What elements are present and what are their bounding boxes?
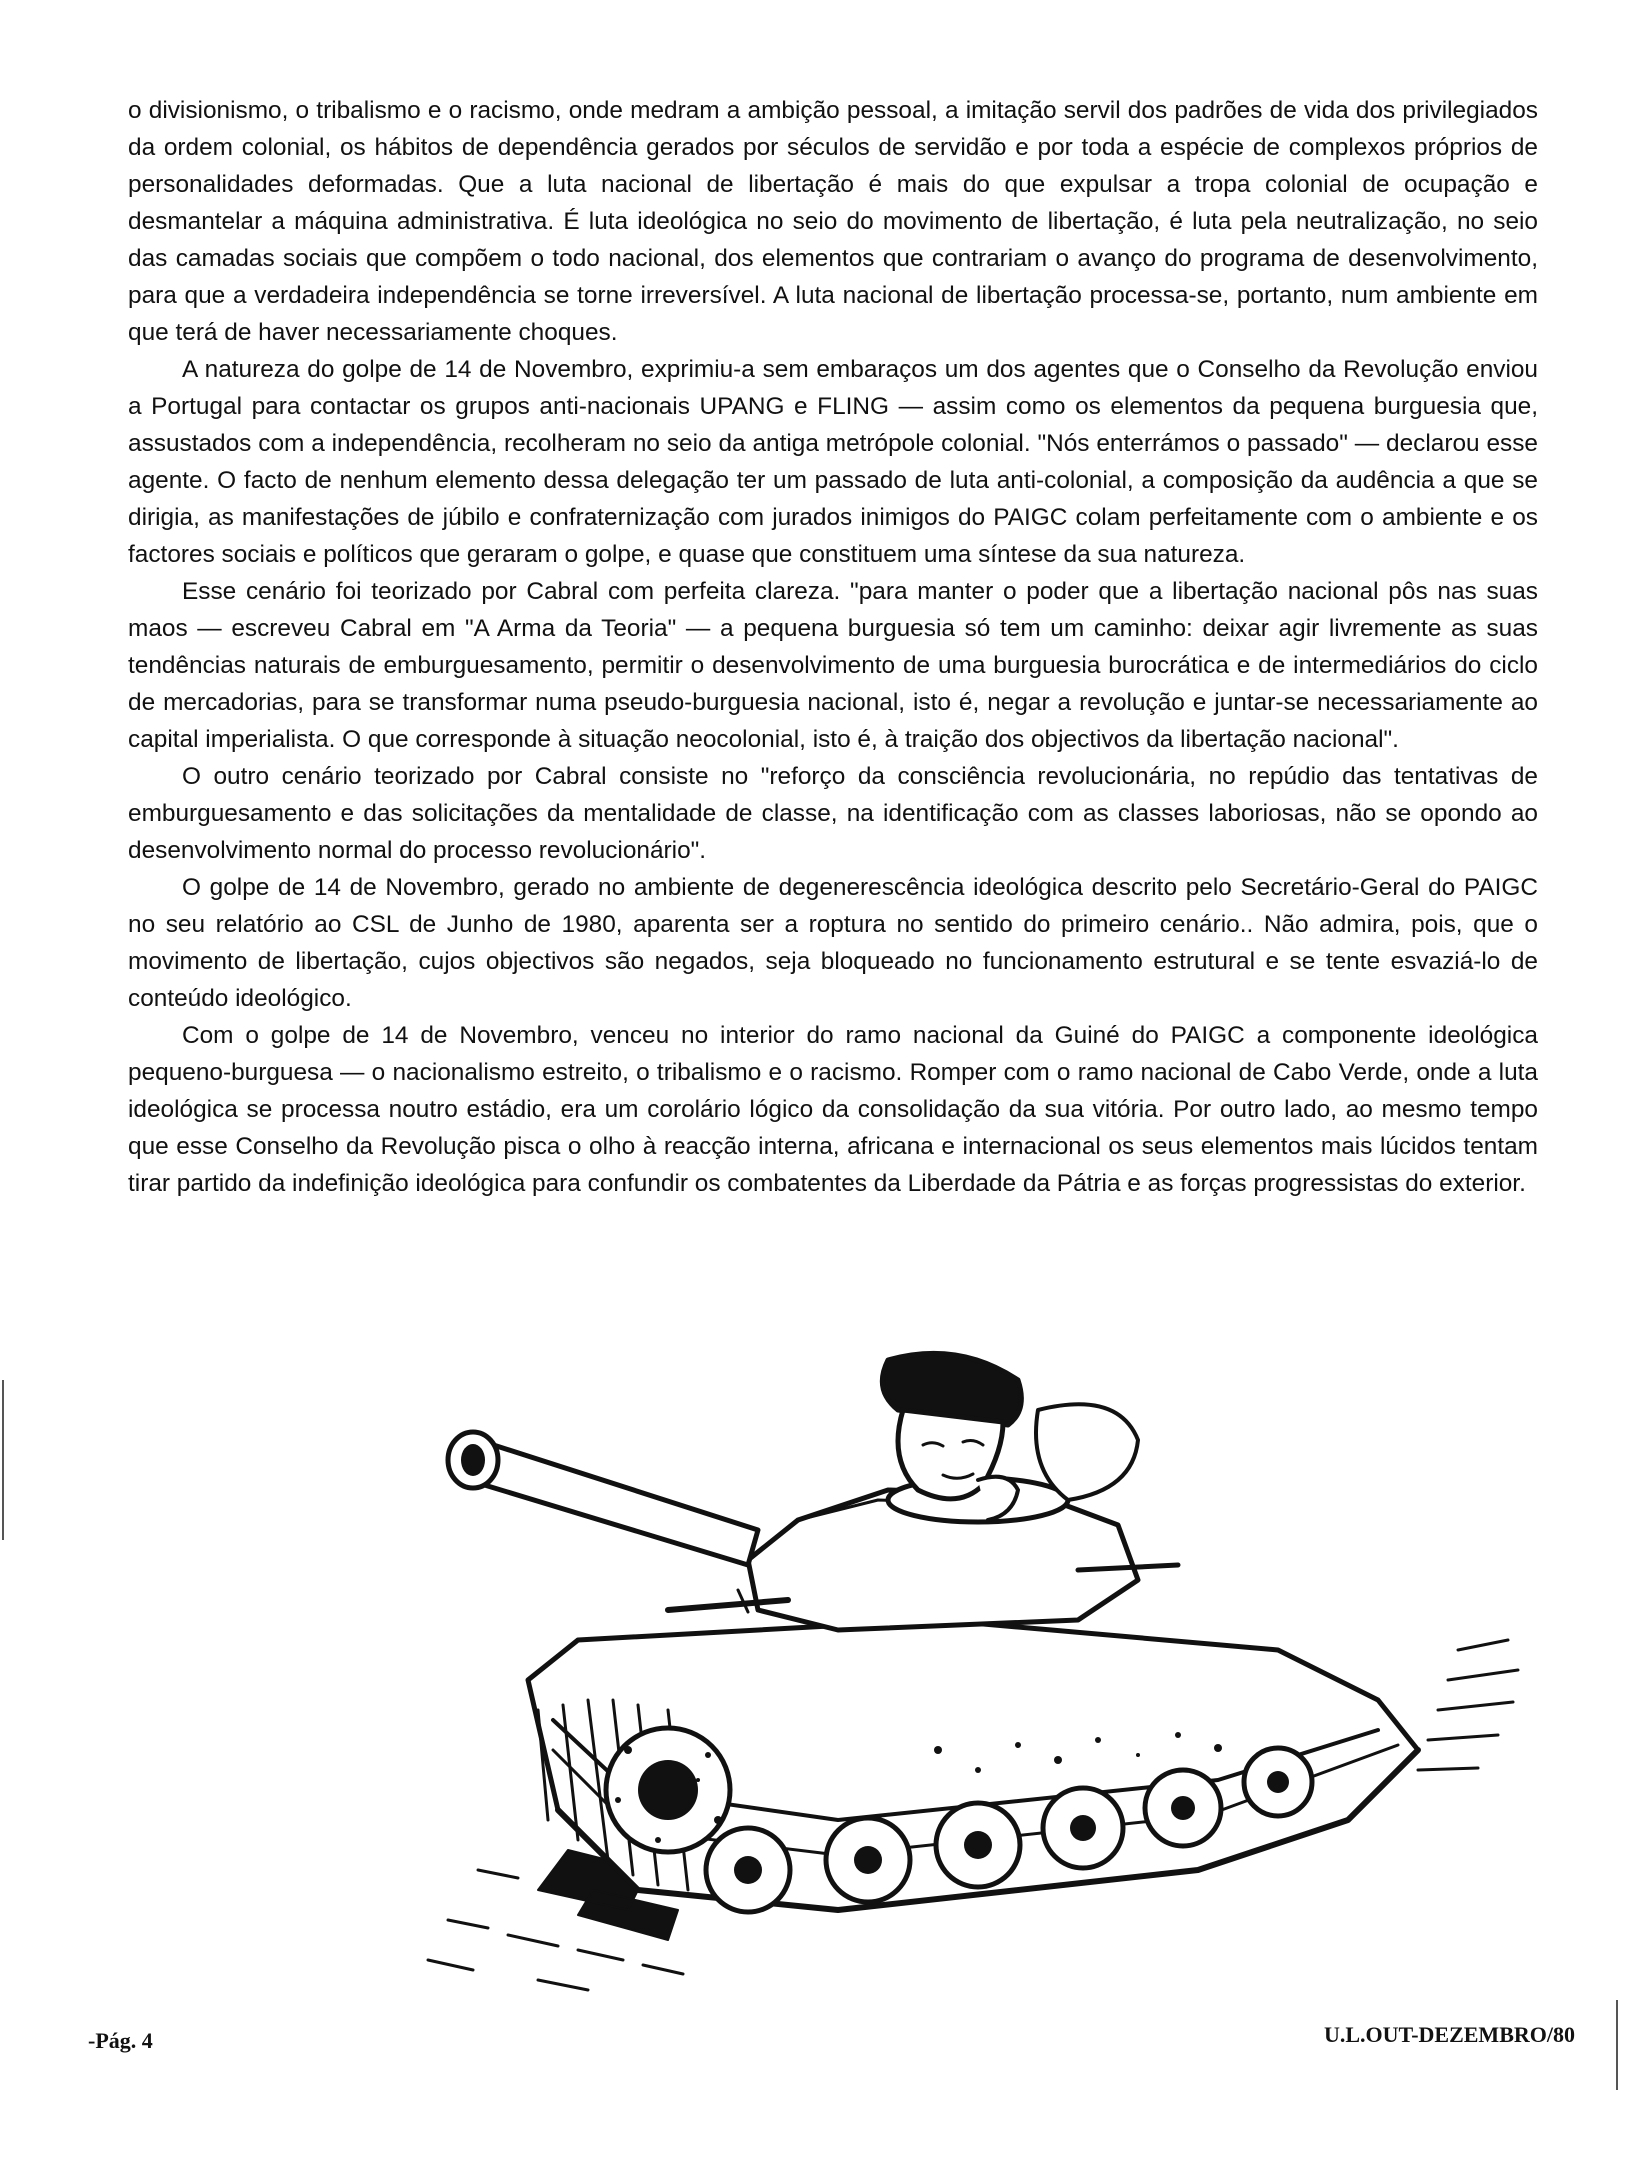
tank-cartoon-icon bbox=[418, 1350, 1558, 2010]
margin-mark bbox=[2, 1380, 4, 1540]
paragraph-4: O outro cenário teorizado por Cabral consiste no "reforço da consciência revolucionária, no repúdio das tentativas de emburguesamento e das solicitações da mentalidade de classe, na identificação com as classes laboriosas, não se opondo ao desenvolvimento normal do processo revolucionário". bbox=[128, 763, 1538, 864]
margin-mark bbox=[1616, 2000, 1618, 2090]
paragraph-5: O golpe de 14 de Novembro, gerado no ambiente de degenerescência ideológica descrito pelo Secretário-Geral do PAIGC no seu relatório ao CSL de Junho de 1980, aparenta ser a roptura no sentido do primeiro cenário.. Não admira, pois, que o movimento de libertação, cujos objectivos são negados, seja bloqueado no funcionamento estrutural e se tente esvaziá-lo de conteúdo ideológico. bbox=[128, 874, 1538, 1012]
paragraph-1: o divisionismo, o tribalismo e o racismo, onde medram a ambição pessoal, a imitação servil dos padrões de vida dos privilegiados da ordem colonial, os hábitos de dependência gerados por séculos de servidão e por toda a espécie de complexos próprios de personalidades deformadas. Que a luta nacional de libertação é mais do que expulsar a tropa colonial de ocupação e desmantelar a máquina administrativa. É luta ideológica no seio do movimento de libertação, é luta pela neutralização, no seio das camadas sociais que compõem o todo nacional, dos elementos que contrariam o avanço do programa de desenvolvimento, para que a verdadeira independência se torne irreversível. A luta nacional de libertação processa-se, portanto, num ambiente em que terá de haver necessariamente choques. bbox=[128, 97, 1538, 346]
issue-label: U.L.OUT-DEZEMBRO/80 bbox=[1323, 2022, 1575, 2047]
paragraph-3: Esse cenário foi teorizado por Cabral com perfeita clareza. "para manter o poder que a libertação nacional pôs nas suas maos — escreveu Cabral em "A Arma da Teoria" — a pequena burguesia só tem um caminho: deixar agir livremente as suas tendências naturais de emburguesamento, permitir o desenvolvimento de uma burguesia burocrática e de intermediários do ciclo de mercadorias, para se transformar numa pseudo-burguesia nacional, isto é, negar a revolução e juntar-se necessariamente ao capital imperialista. O que corresponde à situação neocolonial, isto é, à traição dos objectivos da libertação nacional". bbox=[128, 578, 1538, 753]
page-number: -Pág. 4 bbox=[88, 2028, 153, 2053]
paragraph-6: Com o golpe de 14 de Novembro, venceu no interior do ramo nacional da Guiné do PAIGC a componente ideológica pequeno-burguesa — o nacionalismo estreito, o tribalismo e o racismo. Romper com o ramo nacional de Cabo Verde, onde a luta ideológica se processa noutro estádio, era um corolário lógico da consolidação da sua vitória. Por outro lado, ao mesmo tempo que esse Conselho da Revolução pisca o olho à reacção interna, africana e internacional os seus elementos mais lúcidos tentam tirar partido da indefinição ideológica para confundir os combatentes da Liberdade da Pátria e as forças progressistas do exterior. bbox=[128, 1022, 1538, 1197]
article-body bbox=[128, 92, 1538, 1202]
paragraph-2: A natureza do golpe de 14 de Novembro, exprimiu-a sem embaraços um dos agentes que o Conselho da Revolução enviou a Portugal para contactar os grupos anti-nacionais UPANG e FLING — assim como os elementos da pequena burguesia que, assustados com a independência, recolheram no seio da antiga metrópole colonial. "Nós enterrámos o passado" — declarou esse agente. O facto de nenhum elemento dessa delegação ter um passado de luta anti-colonial, a composição da audência a que se dirigia, as manifestações de júbilo e confraternização com jurados inimigos do PAIGC colam perfeitamente com o ambiente e os factores sociais e políticos que geraram o golpe, e quase que constituem uma síntese da sua natureza. bbox=[128, 356, 1538, 568]
